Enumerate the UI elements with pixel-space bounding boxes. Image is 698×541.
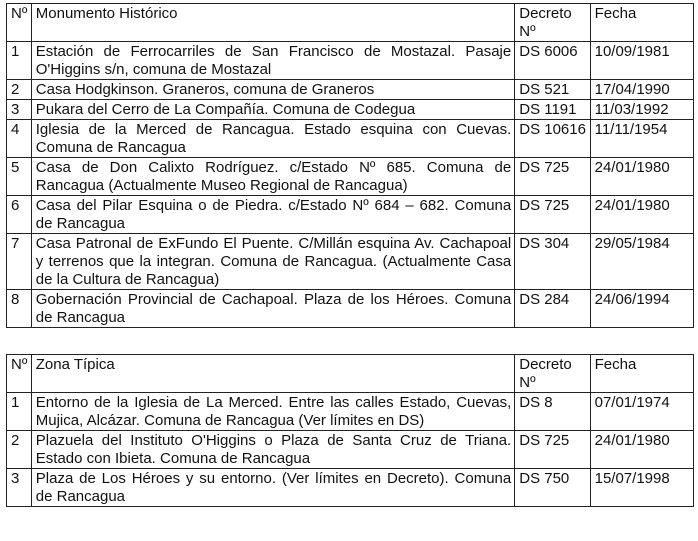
row-description: Casa del Pilar Esquina o de Piedra. c/Estado Nº 684 – 682. Comuna de Rancagua (31, 196, 514, 234)
table-row (7, 469, 694, 507)
row-date: 17/04/1990 (590, 80, 693, 100)
row-decree: DS 521 (515, 80, 590, 100)
row-description: Casa Hodgkinson. Graneros, comuna de Graneros (31, 80, 514, 100)
row-decree: DS 1191 (515, 100, 590, 120)
row-decree: DS 725 (515, 431, 590, 469)
table-row (7, 158, 694, 196)
row-description: Iglesia de la Merced de Rancagua. Estado esquina con Cuevas. Comuna de Rancagua (31, 120, 514, 158)
row-decree: DS 725 (515, 158, 590, 196)
row-number: 7 (7, 234, 32, 290)
table-row (7, 120, 694, 158)
row-number: 4 (7, 120, 32, 158)
header-title: Zona Típica (31, 355, 514, 393)
row-description: Entorno de la Iglesia de La Merced. Entre las calles Estado, Cuevas, Mujica, Alcázar. Comuna de Rancagua (Ver límites en DS) (31, 393, 514, 431)
row-date: 29/05/1984 (590, 234, 693, 290)
row-decree: DS 6006 (515, 42, 590, 80)
row-date: 10/09/1981 (590, 42, 693, 80)
row-decree: DS 284 (515, 290, 590, 328)
row-decree: DS 750 (515, 469, 590, 507)
row-number: 3 (7, 469, 32, 507)
row-number: 6 (7, 196, 32, 234)
row-description: Plaza de Los Héroes y su entorno. (Ver límites en Decreto). Comuna de Rancagua (31, 469, 514, 507)
zonas-tipicas-table (6, 354, 694, 507)
table-row (7, 393, 694, 431)
row-date: 24/01/1980 (590, 158, 693, 196)
row-description: Gobernación Provincial de Cachapoal. Plaza de los Héroes. Comuna de Rancagua (31, 290, 514, 328)
monumentos-historicos-table (6, 3, 694, 328)
header-decree: Decreto Nº (515, 355, 590, 393)
row-description: Casa de Don Calixto Rodríguez. c/Estado Nº 685. Comuna de Rancagua (Actualmente Museo Regional de Rancagua) (31, 158, 514, 196)
row-date: 24/06/1994 (590, 290, 693, 328)
row-decree: DS 10616 (515, 120, 590, 158)
table-row (7, 80, 694, 100)
table-header-row (7, 4, 694, 42)
row-decree: DS 725 (515, 196, 590, 234)
table-row (7, 290, 694, 328)
table-row (7, 431, 694, 469)
table-row (7, 100, 694, 120)
table-row (7, 196, 694, 234)
table-row (7, 42, 694, 80)
header-date: Fecha (590, 355, 693, 393)
header-decree: Decreto Nº (515, 4, 590, 42)
row-number: 3 (7, 100, 32, 120)
row-number: 8 (7, 290, 32, 328)
header-date: Fecha (590, 4, 693, 42)
table-row (7, 234, 694, 290)
row-date: 24/01/1980 (590, 431, 693, 469)
row-description: Estación de Ferrocarriles de San Francisco de Mostazal. Pasaje O'Higgins s/n, comuna de Mostazal (31, 42, 514, 80)
row-date: 07/01/1974 (590, 393, 693, 431)
row-date: 11/03/1992 (590, 100, 693, 120)
row-description: Casa Patronal de ExFundo El Puente. C/Millán esquina Av. Cachapoal y terrenos que la integran. Comuna de Rancagua. (Actualmente Casa de la Cultura de Rancagua) (31, 234, 514, 290)
row-number: 1 (7, 42, 32, 80)
header-title: Monumento Histórico (31, 4, 514, 42)
row-decree: DS 304 (515, 234, 590, 290)
header-num: Nº (7, 4, 32, 42)
row-number: 5 (7, 158, 32, 196)
row-number: 1 (7, 393, 32, 431)
row-date: 11/11/1954 (590, 120, 693, 158)
row-number: 2 (7, 431, 32, 469)
row-description: Plazuela del Instituto O'Higgins o Plaza de Santa Cruz de Triana. Estado con Ibieta. Comuna de Rancagua (31, 431, 514, 469)
row-number: 2 (7, 80, 32, 100)
row-description: Pukara del Cerro de La Compañía. Comuna de Codegua (31, 100, 514, 120)
table-header-row (7, 355, 694, 393)
row-date: 15/07/1998 (590, 469, 693, 507)
header-num: Nº (7, 355, 32, 393)
row-decree: DS 8 (515, 393, 590, 431)
row-date: 24/01/1980 (590, 196, 693, 234)
